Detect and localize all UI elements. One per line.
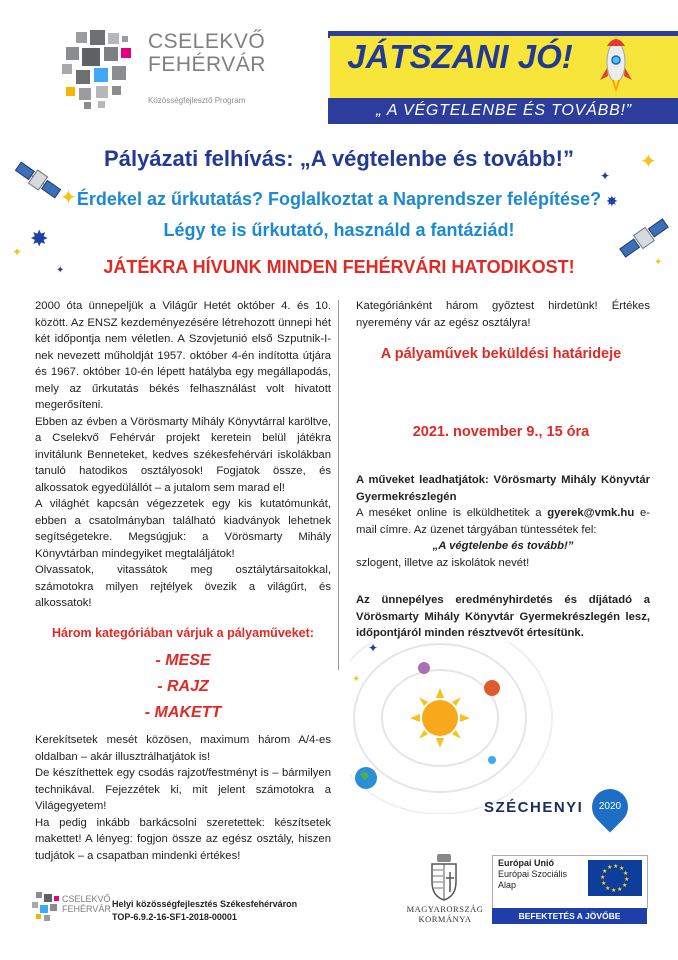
svg-text:✦: ✦	[368, 642, 379, 655]
submit-heading: A műveket leadhatjátok: Vörösmarty Mihály Könyvtár Gyermekrészlegén	[356, 474, 650, 503]
star-icon: ✦	[60, 187, 77, 209]
category-makett: - MAKETT	[144, 704, 222, 721]
call-title: Pályázati felhívás: „A végtelenbe és tovább!”	[104, 146, 574, 171]
eu-text	[498, 858, 567, 891]
left-column	[35, 298, 331, 612]
star-icon: ✦	[56, 265, 65, 276]
svg-text:★: ★	[619, 866, 625, 872]
online-pre: A meséket online is elküldhetitek a	[356, 507, 548, 519]
category-rajz: - RAJZ	[157, 678, 209, 695]
star-icon: ✦	[600, 169, 611, 183]
slogan: „A végtelenbe és tovább!”	[432, 540, 574, 552]
svg-text:★: ★	[605, 886, 611, 892]
submit-block	[356, 472, 650, 571]
government-line2: KORMÁNYA	[418, 914, 472, 924]
deadline-heading: A pályaművek beküldési határideje	[380, 346, 622, 362]
online-text	[356, 505, 650, 538]
svg-text:★: ★	[601, 881, 607, 887]
brand-name	[148, 30, 266, 76]
svg-text:★: ★	[624, 877, 630, 883]
svg-text:★: ★	[623, 871, 629, 877]
szechenyi-year: 2020	[598, 801, 622, 812]
svg-text:★: ★	[607, 865, 613, 871]
eu-line2: Európai Szociális	[498, 869, 568, 879]
star-icon: ✸	[30, 226, 49, 251]
svg-text:★: ★	[602, 869, 608, 875]
star-icon: ✦	[640, 151, 657, 173]
government-label	[400, 904, 490, 924]
left-column-lower	[35, 732, 331, 864]
question-line-1: Érdekel az űrkutatás? Foglalkoztat a Naprendszer felépítése?	[76, 189, 602, 209]
eu-banner: BEFEKTETÉS A JÖVŐBE	[492, 908, 647, 924]
online-post: e-mail címre. Az üzenet tárgyában tüntessétek fel:	[356, 507, 650, 536]
paragraph: A világhét kapcsán végezzetek egy kis kutatómunkát, ebben a csatolmányban található kiadványok lehetnek segítségetekre. Megsúgjuk: a Vörösmarty Mihály Könyvtárban mindegyiket megtaláljátok!	[35, 498, 331, 560]
paragraph: Ha pedig inkább barkácsolni szeretettek: készítsetek makettet! A lényeg: fogjon össze az egész osztály, hiszen tudjátok – a csapatban mindenki értékes!	[35, 816, 331, 862]
svg-text:★: ★	[600, 875, 606, 881]
paragraph: 2000 óta ünnepeljük a Világűr Hetét október 4. és 10. között. Az ENSZ kezdeményezésére létrehozott ünnepi hét két időpontja nem véletlen. A Szovjetunió első Szputnik-I-nek nevezett műholdját 1957. október 4-én indította útjára és 1967. október 10-én lépett hatályba egy megállapodás, mely az űrkutatás békés felhasználást volt hivatott megerősíteni.	[35, 300, 331, 411]
deadline-date: 2021. november 9., 15 óra	[412, 424, 590, 440]
paragraph: De készíthettek egy csodás rajzot/festményt is – bármilyen technikával. Fejezzétek ki, mit jelent számotokra a Világegyetem!	[35, 767, 331, 812]
svg-text:★: ★	[622, 883, 628, 889]
svg-text:★: ★	[611, 888, 617, 894]
szechenyi-text: SZÉCHENYI	[484, 799, 584, 816]
svg-text:★: ★	[617, 887, 623, 893]
svg-text:★: ★	[613, 864, 619, 870]
footer-brand-line2: FEHÉRVÁR	[62, 904, 111, 914]
right-column-intro: Kategóriánként három győztest hirdetünk! Értékes nyeremény vár az egész osztályra!	[356, 300, 650, 329]
banner-title: JÁTSZANI JÓ!	[347, 38, 573, 75]
paragraph: Olvassatok, vitassátok meg osztálytársaitokkal, számotokra milyen rejtélyek övezik a világűrt, és alkossatok!	[35, 564, 331, 609]
government-line1: MAGYARORSZÁG	[406, 904, 484, 914]
brand-line2: FEHÉRVÁR	[148, 53, 266, 76]
footer-brand-line1: CSELEKVŐ	[62, 894, 111, 904]
star-icon: ✸	[606, 193, 618, 209]
email-link[interactable]: gyerek@vmk.hu	[547, 507, 635, 519]
project-line2: TOP-6.9.2-16-SF1-2018-00001	[112, 912, 237, 922]
cselekvo-logo-mark	[62, 30, 142, 110]
paragraph: Ebben az évben a Vörösmarty Mihály Könyvtárral karöltve, a Cselekvő Fehérvár projekt keretein belül játékra invitálunk Benneteket, kedves székesfehérvári iskolákban tanuló hatodikos osztályosok! Fogjatok össze, és alkossatok egyedülállót – a jutalom sem marad el!	[35, 415, 331, 494]
ceremony-text: Az ünnepélyes eredményhirdetés és díjátadó a Vörösmarty Mihály Könyvtár Gyermekrészlegén lesz, időpontjáról minden résztvevőt értesítünk.	[356, 594, 650, 639]
star-icon: ✦	[12, 245, 23, 259]
solar-system-illustration	[350, 642, 678, 814]
column-divider	[338, 300, 339, 670]
project-line1: Helyi közösségfejlesztés Székesfehérváron	[112, 899, 298, 909]
brand-subtitle: Közösségfejlesztő Program	[148, 96, 246, 105]
eu-line1: Európai Unió	[498, 858, 554, 868]
paragraph: Kerekítsetek mesét közösen, maximum három A/4-es oldalban – akár illusztrálhatjátok is!	[35, 734, 331, 763]
banner-subtitle: „ A VÉGTELENBE ÉS TOVÁBB!”	[376, 102, 632, 119]
eu-line3: Alap	[498, 880, 517, 890]
footer-brand	[62, 894, 111, 914]
hungarian-crest-icon	[428, 852, 460, 902]
footer-logo-mark	[32, 892, 62, 922]
category-mese: - MESE	[155, 652, 211, 669]
szechenyi-logo	[484, 795, 644, 835]
slogan-note: szlogent, illetve az iskolátok nevét!	[356, 556, 530, 569]
rocket-icon	[588, 36, 644, 98]
eu-flag-icon	[588, 860, 642, 896]
brand-line1: CSELEKVŐ	[148, 30, 266, 53]
svg-text:✦: ✦	[352, 674, 361, 685]
categories-heading: Három kategóriában várjuk a pályaműveket:	[52, 626, 314, 640]
project-info	[112, 898, 297, 924]
invite-line: JÁTÉKRA HÍVUNK MINDEN FEHÉRVÁRI HATODIKOST!	[103, 257, 575, 277]
question-line-2: Légy te is űrkutató, használd a fantáziád!	[163, 220, 515, 240]
star-icon: ✦	[654, 257, 663, 268]
